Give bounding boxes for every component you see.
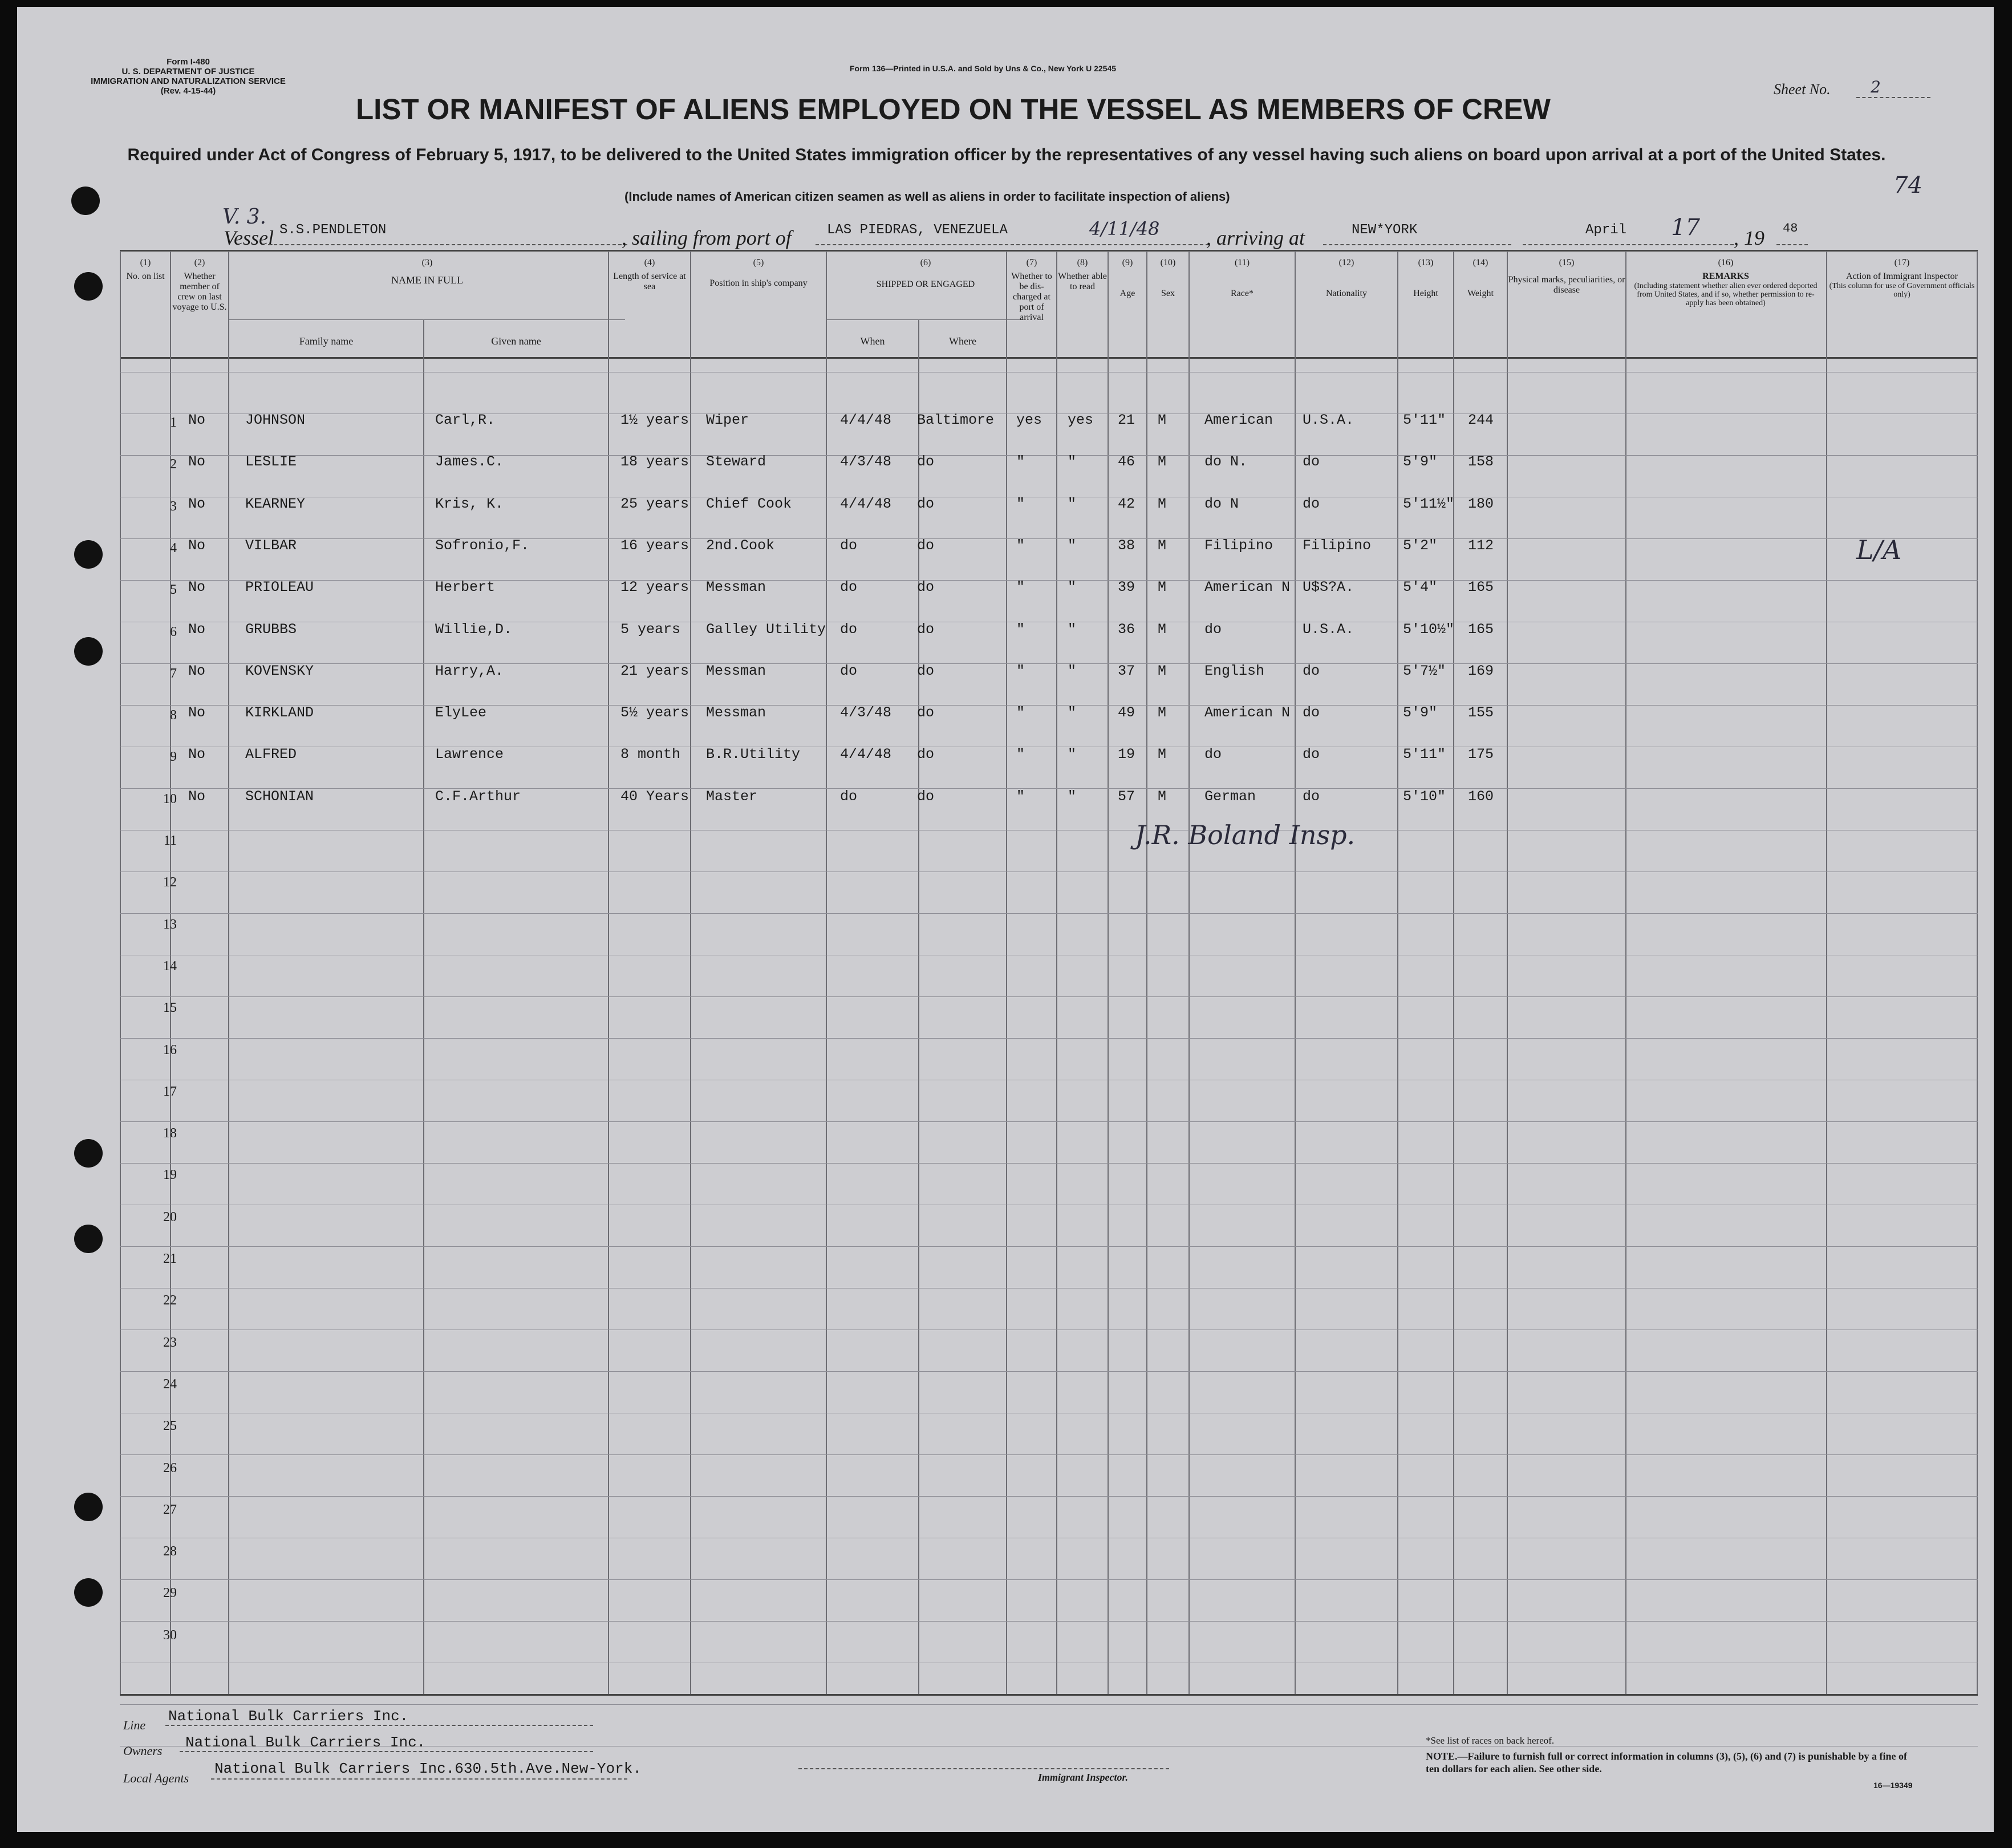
weight-cell: 175 (1468, 746, 1494, 763)
family-name-cell: KOVENSKY (245, 662, 314, 679)
column-divider (1507, 251, 1508, 1694)
punch-hole (74, 1225, 103, 1253)
stamp-number: 74 (1893, 172, 1922, 198)
row-rule (120, 455, 1978, 456)
row-number: 11 (163, 833, 177, 848)
row-rule (120, 1038, 1978, 1039)
column-divider (826, 251, 827, 1694)
punch-hole (74, 540, 103, 569)
nationality-cell: U.S.A. (1303, 412, 1354, 428)
weight-cell: 165 (1468, 579, 1494, 596)
row-rule (120, 1454, 1978, 1455)
position-cell: Galley Utility (706, 621, 826, 638)
given-name-cell: Willie,D. (435, 621, 513, 638)
shipped-when-cell: 4/4/48 (840, 746, 892, 763)
position-cell: Steward (706, 453, 766, 471)
sailing-underline (816, 244, 1209, 245)
service-length-cell: 21 years (620, 662, 689, 679)
punch-hole (74, 1139, 103, 1168)
column-divider (1006, 251, 1007, 1694)
row-number: 1 (170, 415, 177, 430)
service-length-cell: 5½ years (620, 704, 689, 722)
department-name: U. S. DEPARTMENT OF JUSTICE (121, 67, 255, 76)
sheet-label: Sheet No. (1774, 81, 1831, 98)
weight-cell: 180 (1468, 495, 1494, 512)
discharged-cell: " (1016, 579, 1025, 596)
position-cell: Master (706, 788, 758, 805)
column-header-race: (11) Race* (1231, 258, 1254, 298)
include-note: (Include names of American citizen seamen as well as aliens in order to facilitate inspection of aliens) (624, 189, 1230, 204)
column-header-age: (9) Age (1119, 258, 1135, 298)
row-number: 29 (163, 1586, 177, 1601)
races-note: *See list of races on back hereof. (1426, 1735, 1555, 1746)
shipped-where-cell: do (917, 537, 935, 554)
able-to-read-cell: " (1068, 746, 1077, 763)
row-rule (120, 580, 1978, 581)
able-to-read-cell: " (1068, 788, 1077, 805)
shipped-where-cell: do (917, 453, 935, 471)
column-divider (120, 251, 121, 1694)
given-name-cell: ElyLee (435, 704, 487, 722)
position-cell: 2nd.Cook (706, 537, 775, 554)
column-header-when: When (860, 335, 885, 347)
form-revision: (Rev. 4-15-44) (160, 86, 216, 96)
column-divider (1826, 251, 1827, 1694)
able-to-read-cell: yes (1068, 412, 1094, 428)
able-to-read-cell: " (1068, 453, 1077, 471)
sex-cell: M (1158, 412, 1167, 428)
age-cell: 39 (1118, 579, 1135, 596)
height-cell: 5'2" (1403, 537, 1438, 554)
year-label: , 19 (1734, 226, 1764, 249)
given-name-cell: Herbert (435, 579, 496, 596)
height-cell: 5'11" (1403, 412, 1446, 428)
punch-hole (71, 187, 100, 215)
inspector-signature: J.R. Boland Insp. (1135, 820, 1356, 850)
position-cell: Messman (706, 662, 766, 679)
service-length-cell: 1½ years (620, 412, 689, 428)
given-name-cell: Harry,A. (435, 662, 504, 679)
column-divider (1453, 251, 1454, 1694)
sex-cell: M (1158, 704, 1167, 722)
row-number: 12 (163, 875, 177, 890)
discharged-cell: " (1016, 495, 1025, 512)
discharged-cell: " (1016, 537, 1025, 554)
action-initials: L/A (1856, 534, 1902, 565)
sex-cell: M (1158, 788, 1167, 805)
row-number: 5 (170, 582, 177, 598)
age-cell: 57 (1118, 788, 1135, 805)
height-cell: 5'9" (1403, 453, 1438, 471)
family-name-cell: KEARNEY (245, 495, 306, 512)
row-number: 23 (163, 1335, 177, 1350)
race-cell: American N (1204, 579, 1291, 596)
page-title: LIST OR MANIFEST OF ALIENS EMPLOYED ON THE VESSEL AS MEMBERS OF CREW (356, 93, 1551, 125)
shipped-where-cell: Baltimore (917, 412, 995, 428)
row-number: 18 (163, 1126, 177, 1141)
position-cell: Messman (706, 579, 766, 596)
row-number: 17 (163, 1084, 177, 1099)
column-divider (1397, 251, 1398, 1694)
discharged-cell: yes (1016, 412, 1042, 428)
column-divider (228, 251, 229, 1694)
column-divider (1146, 251, 1147, 1694)
column-header-remarks: (16) REMARKS (Including statement whether alien ever ordered deported from United States, and if so, whether permission to re-apply has been obtained) (1634, 258, 1818, 307)
arriving-port: NEW*YORK (1352, 222, 1418, 238)
service-length-cell: 5 years (620, 621, 681, 638)
column-header-position: (5) Position in ship's company (709, 258, 808, 288)
family-name-cell: ALFRED (245, 746, 297, 763)
column-header-service-length: (4) Length of service at sea (613, 258, 686, 291)
footer-line-value: National Bulk Carriers Inc. (168, 1708, 409, 1725)
age-cell: 42 (1118, 495, 1135, 512)
race-cell: do (1204, 746, 1222, 763)
punch-hole (74, 1578, 103, 1607)
sex-cell: M (1158, 579, 1167, 596)
row-rule (120, 1371, 1978, 1372)
row-number: 4 (170, 540, 177, 556)
row-number: 26 (163, 1460, 177, 1476)
age-cell: 38 (1118, 537, 1135, 554)
family-name-cell: JOHNSON (245, 412, 306, 428)
column-header-weight: (14) Weight (1467, 258, 1494, 298)
nationality-cell: do (1303, 495, 1320, 512)
date-underline (1523, 244, 1734, 245)
column-header-where: Where (949, 335, 976, 347)
shipped-where-cell: do (917, 662, 935, 679)
age-cell: 21 (1118, 412, 1135, 428)
weight-cell: 112 (1468, 537, 1494, 554)
position-cell: B.R.Utility (706, 746, 801, 763)
shipped-when-cell: 4/4/48 (840, 495, 892, 512)
table-bottom-border (120, 1694, 1978, 1696)
arriving-underline (1323, 244, 1511, 245)
footer-line-label: Line (123, 1718, 146, 1732)
arrival-month: April (1585, 222, 1627, 238)
nationality-cell: do (1303, 788, 1320, 805)
row-rule (120, 538, 1978, 539)
punch-hole (74, 1493, 103, 1521)
row-rule (120, 1621, 1978, 1622)
column-header-no: (1) No. on list (126, 258, 165, 281)
position-cell: Messman (706, 704, 766, 722)
service-length-cell: 16 years (620, 537, 689, 554)
weight-cell: 158 (1468, 453, 1494, 471)
column-header-nationality: (12) Nationality (1326, 258, 1367, 298)
row-rule (120, 788, 1978, 789)
discharged-cell: " (1016, 746, 1025, 763)
shipped-where-cell: do (917, 704, 935, 722)
subtitle-text: Required under Act of Congress of February 5, 1917, to be delivered to the United States immigration officer by the representatives of any vessel having such aliens on board upon arrival at a port of the United States. (127, 145, 1886, 164)
shipped-when-cell: do (840, 621, 858, 638)
nationality-cell: do (1303, 704, 1320, 722)
service-name: IMMIGRATION AND NATURALIZATION SERVICE (91, 76, 286, 86)
table-top-border (120, 250, 1978, 252)
sex-cell: M (1158, 662, 1167, 679)
previous-voyage-cell: No (188, 453, 206, 471)
weight-cell: 160 (1468, 788, 1494, 805)
row-number: 13 (163, 917, 177, 932)
previous-voyage-cell: No (188, 579, 206, 596)
age-cell: 19 (1118, 746, 1135, 763)
height-cell: 5'7½" (1403, 662, 1446, 679)
column-header-name: (3) NAME IN FULL (391, 258, 463, 286)
row-rule (120, 913, 1978, 914)
column-divider (423, 319, 424, 1694)
corner-mark: V. 3. (222, 205, 266, 229)
footer-agents-label: Local Agents (123, 1771, 189, 1785)
manifest-sheet (17, 7, 1994, 1832)
race-cell: American (1204, 412, 1273, 428)
family-name-cell: SCHONIAN (245, 788, 314, 805)
able-to-read-cell: " (1068, 537, 1077, 554)
service-length-cell: 8 month (620, 746, 681, 763)
row-rule (120, 705, 1978, 706)
height-cell: 5'10" (1403, 788, 1446, 805)
sailing-port: LAS PIEDRAS, VENEZUELA (827, 222, 1008, 238)
row-number: 27 (163, 1502, 177, 1517)
given-name-cell: Carl,R. (435, 412, 496, 428)
sheet-underline (1856, 97, 1930, 98)
column-header-sex: (10) Sex (1160, 258, 1176, 298)
header-bottom-border (120, 357, 1978, 359)
race-cell: English (1204, 662, 1265, 679)
discharged-cell: " (1016, 453, 1025, 471)
row-rule (120, 1246, 1978, 1247)
row-number: 15 (163, 1000, 177, 1016)
column-divider (608, 251, 609, 1694)
sex-cell: M (1158, 746, 1167, 763)
service-length-cell: 12 years (620, 579, 689, 596)
height-cell: 5'9" (1403, 704, 1438, 722)
row-number: 7 (170, 666, 177, 681)
row-number: 9 (170, 749, 177, 765)
row-rule (120, 1163, 1978, 1164)
sheet-number: 2 (1871, 78, 1881, 96)
column-divider (1625, 251, 1626, 1694)
weight-cell: 165 (1468, 621, 1494, 638)
nationality-cell: Filipino (1303, 537, 1372, 554)
row-number: 21 (163, 1251, 177, 1266)
family-name-cell: LESLIE (245, 453, 297, 471)
given-name-cell: C.F.Arthur (435, 788, 521, 805)
race-cell: do N (1204, 495, 1239, 512)
vessel-label: Vessel (224, 226, 274, 249)
sex-cell: M (1158, 537, 1167, 554)
row-rule (120, 1704, 1978, 1705)
previous-voyage-cell: No (188, 788, 206, 805)
footer-owners-label: Owners (123, 1744, 163, 1758)
shipped-when-cell: do (840, 662, 858, 679)
row-number: 10 (163, 791, 177, 807)
row-number: 16 (163, 1042, 177, 1057)
shipped-where-cell: do (917, 621, 935, 638)
row-rule (120, 1579, 1978, 1580)
footer-agents-value: National Bulk Carriers Inc.630.5th.Ave.New-York. (214, 1760, 642, 1777)
position-cell: Chief Cook (706, 495, 792, 512)
arrival-year: 48 (1783, 221, 1798, 236)
column-divider (918, 319, 919, 1694)
previous-voyage-cell: No (188, 495, 206, 512)
vessel-name: S.S.PENDLETON (279, 222, 387, 238)
age-cell: 49 (1118, 704, 1135, 722)
row-rule (120, 663, 1978, 664)
weight-cell: 155 (1468, 704, 1494, 722)
inspector-label: Immigrant Inspector. (1038, 1772, 1129, 1783)
row-number: 2 (170, 457, 177, 472)
row-number: 30 (163, 1627, 177, 1643)
weight-cell: 169 (1468, 662, 1494, 679)
row-rule (120, 1121, 1978, 1122)
column-header-physical-marks: (15) Physical marks, peculiarities, or disease (1508, 258, 1625, 295)
arriving-label: , arriving at (1206, 226, 1305, 249)
vessel-underline (268, 244, 627, 245)
column-header-family-name: Family name (299, 335, 354, 347)
discharged-cell: " (1016, 621, 1025, 638)
nationality-cell: U.S.A. (1303, 621, 1354, 638)
row-number: 3 (170, 499, 177, 514)
row-number: 28 (163, 1544, 177, 1559)
row-number: 24 (163, 1376, 177, 1392)
nationality-cell: do (1303, 662, 1320, 679)
sex-cell: M (1158, 621, 1167, 638)
previous-voyage-cell: No (188, 412, 206, 428)
height-cell: 5'11½" (1403, 495, 1455, 512)
row-number: 6 (170, 624, 177, 639)
service-length-cell: 18 years (620, 453, 689, 471)
height-cell: 5'4" (1403, 579, 1438, 596)
column-divider (1108, 251, 1109, 1694)
previous-voyage-cell: No (188, 621, 206, 638)
discharged-cell: " (1016, 704, 1025, 722)
able-to-read-cell: " (1068, 621, 1077, 638)
shipped-when-cell: 4/3/48 (840, 704, 892, 722)
column-header-discharged: (7) Whether to be dis-charged at port of arrival (1011, 258, 1052, 322)
punch-hole (74, 637, 103, 666)
sex-cell: M (1158, 453, 1167, 471)
column-divider (1295, 251, 1296, 1694)
form-identifier-block (86, 57, 291, 96)
able-to-read-cell: " (1068, 495, 1077, 512)
handwritten-date: 4/11/48 (1089, 218, 1160, 240)
nationality-cell: do (1303, 746, 1320, 763)
column-header-inspector-action: (17) Action of Immigrant Inspector (This column for use of Government officials only) (1829, 258, 1975, 299)
age-cell: 37 (1118, 662, 1135, 679)
shipped-when-cell: 4/3/48 (840, 453, 892, 471)
shipped-where-cell: do (917, 788, 935, 805)
height-cell: 5'10½" (1403, 621, 1455, 638)
shipped-where-cell: do (917, 579, 935, 596)
nationality-cell: do (1303, 453, 1320, 471)
shipped-when-cell: do (840, 788, 858, 805)
previous-voyage-cell: No (188, 746, 206, 763)
given-name-cell: Sofronio,F. (435, 537, 530, 554)
age-cell: 46 (1118, 453, 1135, 471)
footer-agents-underline (211, 1778, 627, 1780)
able-to-read-cell: " (1068, 662, 1077, 679)
form-code: 16—19349 (1873, 1781, 1913, 1790)
column-divider (1188, 251, 1190, 1694)
form-number: Form I-480 (167, 57, 210, 67)
race-cell: American N (1204, 704, 1291, 722)
shipped-when-cell: do (840, 579, 858, 596)
footer-owners-underline (180, 1751, 593, 1752)
shipped-where-cell: do (917, 746, 935, 763)
able-to-read-cell: " (1068, 579, 1077, 596)
row-number: 20 (163, 1209, 177, 1225)
row-rule (120, 996, 1978, 997)
family-name-cell: KIRKLAND (245, 704, 314, 722)
race-cell: do (1204, 621, 1222, 638)
weight-cell: 244 (1468, 412, 1494, 428)
age-cell: 36 (1118, 621, 1135, 638)
row-number: 19 (163, 1168, 177, 1183)
footer-owners-value: National Bulk Carriers Inc. (185, 1734, 426, 1751)
row-number: 22 (163, 1293, 177, 1308)
column-header-height: (13) Height (1413, 258, 1438, 298)
year-underline (1776, 244, 1808, 245)
sex-cell: M (1158, 495, 1167, 512)
footer-line-underline (165, 1725, 593, 1726)
row-number: 14 (163, 958, 177, 974)
punch-hole (74, 272, 103, 301)
row-number: 25 (163, 1419, 177, 1434)
discharged-cell: " (1016, 662, 1025, 679)
column-header-given-name: Given name (491, 335, 541, 347)
given-name-cell: James.C. (435, 453, 504, 471)
family-name-cell: VILBAR (245, 537, 297, 554)
shipped-where-cell: do (917, 495, 935, 512)
family-name-cell: GRUBBS (245, 621, 297, 638)
column-header-previous-voyage: (2) Whether member of crew on last voyage to U.S. (172, 258, 227, 312)
nationality-cell: U$S?A. (1303, 579, 1354, 596)
arrival-day: 17 (1671, 214, 1700, 241)
given-name-cell: Lawrence (435, 746, 504, 763)
previous-voyage-cell: No (188, 704, 206, 722)
column-divider (1056, 251, 1057, 1694)
shipped-when-cell: do (840, 537, 858, 554)
column-header-shipped: (6) SHIPPED OR ENGAGED (876, 258, 975, 289)
family-name-cell: PRIOLEAU (245, 579, 314, 596)
previous-voyage-cell: No (188, 537, 206, 554)
service-length-cell: 25 years (620, 495, 689, 512)
race-cell: do N. (1204, 453, 1248, 471)
given-name-cell: Kris, K. (435, 495, 504, 512)
row-number: 8 (170, 708, 177, 723)
column-divider (1977, 251, 1978, 1694)
shipped-when-cell: 4/4/48 (840, 412, 892, 428)
discharged-cell: " (1016, 788, 1025, 805)
race-cell: Filipino (1204, 537, 1273, 554)
column-header-read: (8) Whether able to read (1058, 258, 1107, 291)
service-length-cell: 40 Years (620, 788, 689, 805)
height-cell: 5'11" (1403, 746, 1446, 763)
sailing-label: , sailing from port of (622, 226, 792, 249)
inspector-signature-line (798, 1768, 1169, 1769)
shipped-subhead-rule (826, 319, 1023, 320)
race-cell: German (1204, 788, 1256, 805)
previous-voyage-cell: No (188, 662, 206, 679)
column-divider (690, 251, 691, 1694)
able-to-read-cell: " (1068, 704, 1077, 722)
penalty-note: NOTE.—Failure to furnish full or correct information in columns (3), (5), (6) and (7) is punishable by a fine of ten dollars for each alien. See other side. (1426, 1750, 1908, 1774)
position-cell: Wiper (706, 412, 749, 428)
row-rule (120, 1496, 1978, 1497)
printer-line: Form 136—Printed in U.S.A. and Sold by Uns & Co., New York U 22545 (850, 64, 1117, 73)
